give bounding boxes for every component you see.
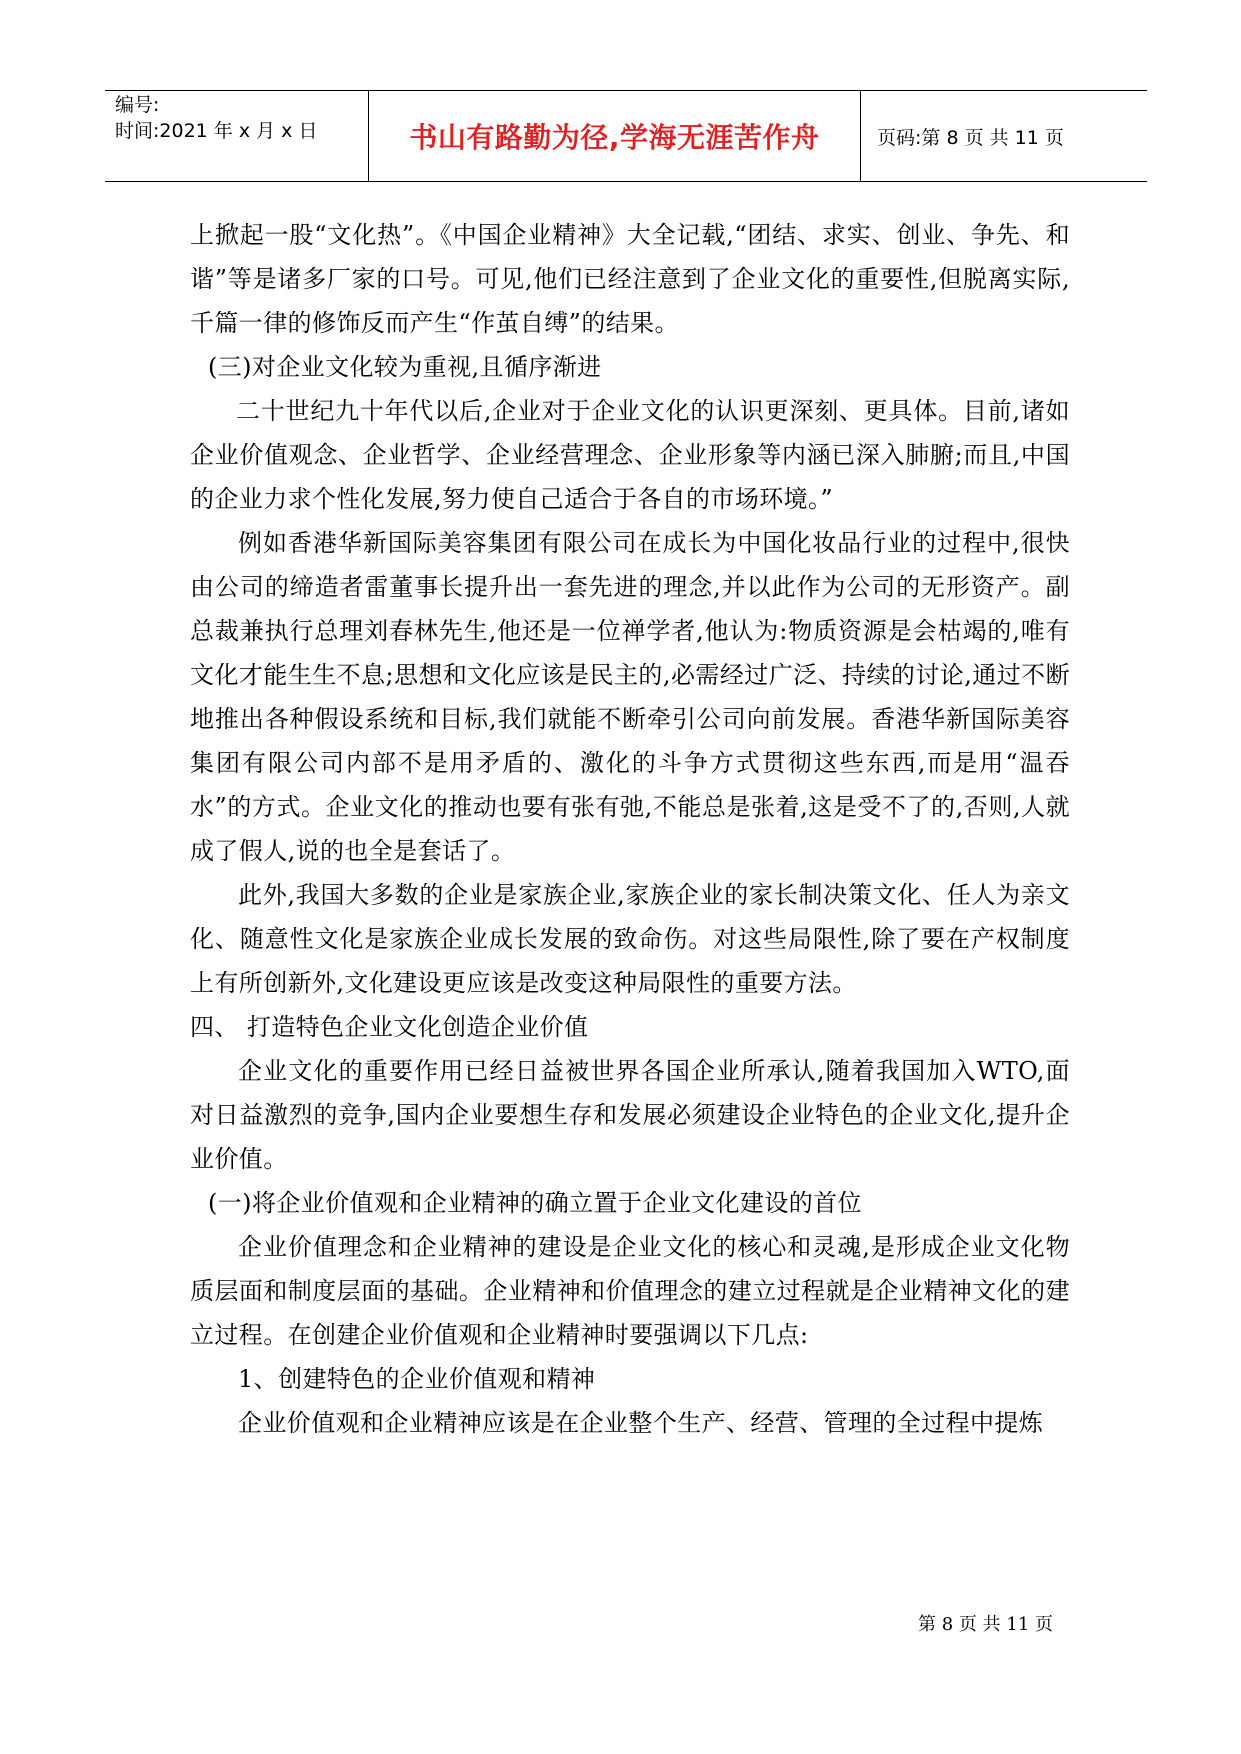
document-body (190, 213, 1070, 1445)
subsection-heading: (一)将企业价值观和企业精神的确立置于企业文化建设的首位 (208, 1189, 862, 1217)
page-footer: 第 8 页 共 11 页 (918, 1614, 1053, 1635)
paragraph: 企业价值理念和企业精神的建设是企业文化的核心和灵魂,是形成企业文化物质层面和制度层面的基础。企业精神和价值理念的建立过程就是企业精神文化的建立过程。在创建企业价值观和企业精神时要强调以下几点: (190, 1233, 1070, 1349)
numbered-heading: 1、创建特色的企业价值观和精神 (238, 1365, 596, 1393)
paragraph: 二十世纪九十年代以后,企业对于企业文化的认识更深刻、更具体。目前,诸如企业价值观念、企业哲学、企业经营理念、企业形象等内涵已深入肺腑;而且,中国的企业力求个性化发展,努力使自己适合于各自的市场环境。” (190, 397, 1070, 513)
paragraph: 上掀起一股“文化热”。《中国企业精神》大全记载,“团结、求实、创业、争先、和谐”等是诸多厂家的口号。可见,他们已经注意到了企业文化的重要性,但脱离实际,千篇一律的修饰反而产生“作茧自缚”的结果。 (190, 221, 1070, 337)
paragraph: 此外,我国大多数的企业是家族企业,家族企业的家长制决策文化、任人为亲文化、随意性文化是家族企业成长发展的致命伤。对这些局限性,除了要在产权制度上有所创新外,文化建设更应该是改变这种局限性的重要方法。 (190, 881, 1070, 997)
paragraph: 例如香港华新国际美容集团有限公司在成长为中国化妆品行业的过程中,很快由公司的缔造者雷董事长提升出一套先进的理念,并以此作为公司的无形资产。副总裁兼执行总理刘春林先生,他还是一位禅学者,他认为:物质资源是会枯竭的,唯有文化才能生生不息;思想和文化应该是民主的,必需经过广泛、持续的讨论,通过不断地推出各种假设系统和目标,我们就能不断牵引公司向前发展。香港华新国际美容集团有限公司内部不是用矛盾的、激化的斗争方式贯彻这些东西,而是用“温吞水”的方式。企业文化的推动也要有张有弛,不能总是张着,这是受不了的,否则,人就成了假人,说的也全是套话了。 (190, 529, 1070, 865)
header-motto-cell (369, 91, 861, 181)
section-heading: 四、 打造特色企业文化创造企业价值 (190, 1013, 589, 1041)
header-page-cell (861, 91, 1147, 181)
header-page-info: 页码:第 8 页 共 11 页 (877, 126, 1064, 149)
paragraph: 企业价值观和企业精神应该是在企业整个生产、经营、管理的全过程中提炼 (238, 1409, 1044, 1437)
document-number-label: 编号: (115, 94, 160, 116)
header-motto: 书山有路勤为径,学海无涯苦作舟 (409, 121, 820, 154)
page-header (105, 90, 1147, 182)
document-time-label: 时间:2021 年 x 月 x 日 (115, 120, 318, 142)
header-meta-cell (105, 91, 369, 181)
paragraph: 企业文化的重要作用已经日益被世界各国企业所承认,随着我国加入WTO,面对日益激烈的竞争,国内企业要想生存和发展必须建设企业特色的企业文化,提升企业价值。 (190, 1057, 1070, 1173)
subsection-heading: (三)对企业文化较为重视,且循序渐进 (208, 353, 602, 381)
